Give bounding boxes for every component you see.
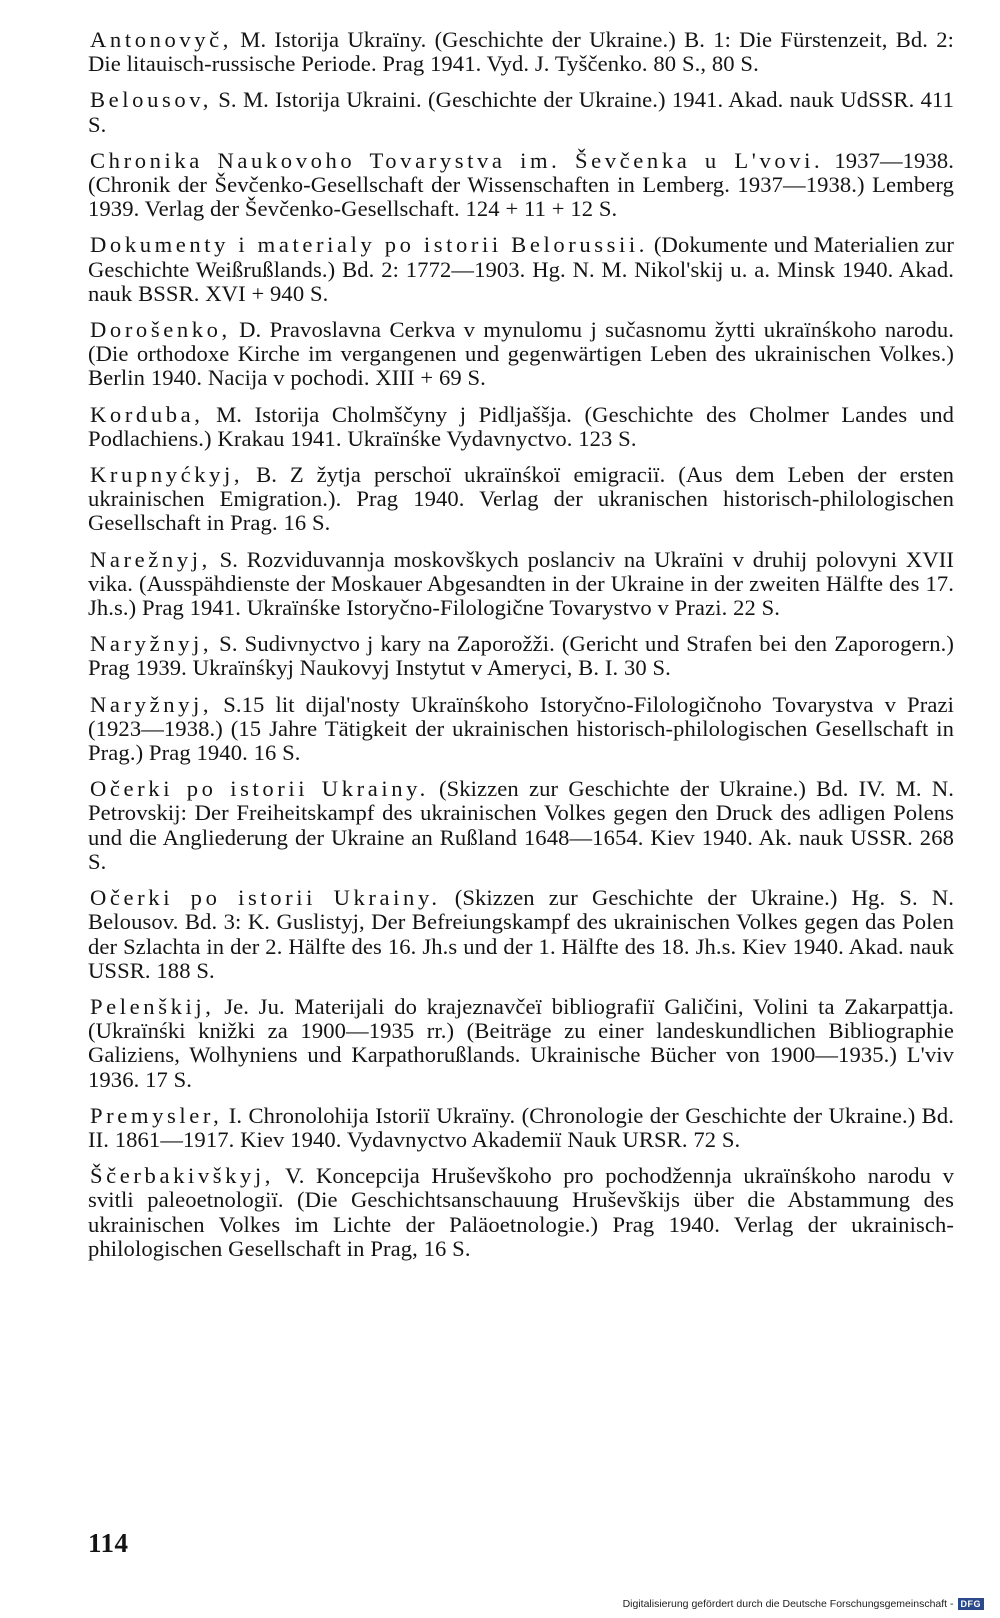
- entry-author: Dokumenty i materialy po istorii Belorussii.: [90, 232, 649, 258]
- bibliography-entry: [88, 1164, 954, 1261]
- bibliography-entry: [88, 463, 954, 536]
- entry-text: M. Istorija Cholmščyny j Pidljaššja. (Geschichte des Cholmer Landes und Podlachiens.) Krakau 1941. Ukraïnśke Vydavnyctvo. 123 S.: [88, 401, 954, 451]
- digitization-credit: [623, 1598, 984, 1610]
- entry-text: I. Chronolohija Istoriï Ukraïny. (Chronologie der Geschichte der Ukraine.) Bd. II. 1861—1917. Kiev 1940. Vydavnyctvo Akademiï Nauk URSR. 72 S.: [88, 1102, 954, 1152]
- dfg-logo: DFG: [958, 1598, 985, 1610]
- bibliography-entry: [88, 149, 954, 222]
- entry-text: (Skizzen zur Geschichte der Ukraine.) Hg. S. N. Belousov. Bd. 3: K. Guslistyj, Der Befreiungskampf des ukrainischen Volkes gegen das Polen der Szlachta in der 2. Hälfte des 16. Jh.s und der 1. Hälfte des 18. Jh.s. Kiev 1940. Akad. nauk USSR. 188 S.: [88, 885, 954, 983]
- entry-author: Naryžnyj,: [90, 631, 213, 657]
- bibliography-entry: [88, 233, 954, 306]
- entry-author: Dorošenko,: [90, 317, 231, 343]
- bibliography-entry: [88, 1104, 954, 1152]
- bibliography-entry: [88, 28, 954, 76]
- entry-text: (Skizzen zur Geschichte der Ukraine.) Bd. IV. M. N. Petrovskij: Der Freiheitskampf des ukrainischen Volkes gegen den Druck des adligen Polens und die Angliederung der Ukraine an Rußland 1648—1654. Kiev 1940. Ak. nauk USSR. 268 S.: [88, 776, 954, 874]
- entry-text: B. Z žytja perschoï ukraïnśkoï emigraciï. (Aus dem Leben der ersten ukrainischen Emigration.). Prag 1940. Verlag der ukranischen historisch-philologischen Gesellschaft in Prag. 16 S.: [88, 462, 954, 536]
- bibliography-page: [88, 28, 954, 1273]
- entry-author: Očerki po istorii Ukrainy.: [90, 776, 429, 802]
- entry-text: S. Sudivnyctvo j kary na Zaporožži. (Gericht und Strafen bei den Zaporogern.) Prag 1939. Ukraïnśkyj Naukovyj Instytut v Ameryci, B. I. 30 S.: [88, 631, 954, 681]
- bibliography-entry: [88, 693, 954, 766]
- entry-text: M. Istorija Ukraïny. (Geschichte der Ukraine.) B. 1: Die Fürstenzeit, Bd. 2: Die litauisch-russische Periode. Prag 1941. Vyd. J. Tyščenko. 80 S., 80 S.: [88, 27, 954, 77]
- entry-text: S. M. Istorija Ukraini. (Geschichte der Ukraine.) 1941. Akad. nauk UdSSR. 411 S.: [88, 87, 954, 137]
- bibliography-entry: [88, 777, 954, 874]
- entry-text: S.15 lit dijal'nosty Ukraïnśkoho Istoryčno-Filologičnoho Tovarystva v Prazi (1923—1938.) (15 Jahre Tätigkeit der ukrainischen historisch-philologischen Gesellschaft in Prag.) Prag 1940. 16 S.: [88, 691, 954, 766]
- entry-author: Narežnyj,: [90, 546, 211, 572]
- footer-text: Digitalisierung gefördert durch die Deutsche Forschungsgemeinschaft -: [622, 1598, 954, 1610]
- page-number: 114: [88, 1528, 129, 1558]
- entry-text: (Dokumente und Materialien zur Geschichte Weißrußlands.) Bd. 2: 1772—1903. Hg. N. M. Nikol'skij u. a. Minsk 1940. Akad. nauk BSSR. XVI + 940 S.: [88, 232, 954, 306]
- bibliography-entry: [88, 632, 954, 680]
- entry-text: S. Rozviduvannja moskovškych poslanciv na Ukraïni v druhij polovyni XVII vika. (Ausspähdienste der Moskauer Abgesandten in der Ukraine in der zweiten Hälfte des 17. Jh.s.) Prag 1941. Ukraïnśke Istoryčno-Filologične Tovarystvo v Prazi. 22 S.: [88, 546, 954, 621]
- entry-author: Ščerbakivškyj,: [90, 1163, 275, 1189]
- bibliography-entry: [88, 318, 954, 391]
- bibliography-entry: [88, 88, 954, 136]
- entry-text: D. Pravoslavna Cerkva v mynulomu j sučasnomu žytti ukraïnśkoho narodu. (Die orthodoxe Kirche im vergangenen und gegenwärtigen Leben des ukrainischen Volkes.) Berlin 1940. Nacija v pochodi. XIII + 69 S.: [88, 317, 954, 391]
- entry-author: Krupnyćkyj,: [90, 462, 244, 488]
- entry-text: V. Koncepcija Hruševškoho pro pochodžennja ukraïnśkoho narodu v svitli paleoetnologiï. (Die Geschichtsanschauung Hruševškijs über die Abstammung des ukrainischen Volkes im Lichte der Paläoetnologie.) Prag 1940. Verlag der ukrainisch-philologischen Gesellschaft in Prag, 16 S.: [88, 1163, 954, 1261]
- entry-text: 1937—1938. (Chronik der Ševčenko-Gesellschaft der Wissenschaften in Lemberg. 1937—1938.) Lemberg 1939. Verlag der Ševčenko-Gesellschaft. 124 + 11 + 12 S.: [88, 147, 954, 222]
- entry-author: Pelenškij,: [90, 993, 215, 1019]
- bibliography-entry: [88, 548, 954, 621]
- entry-author: Očerki po istorii Ukrainy.: [90, 885, 441, 911]
- bibliography-entry: [88, 403, 954, 451]
- entry-text: Je. Ju. Materijali do krajeznavčeï bibliografiï Galičini, Volini ta Zakarpattja. (Ukraïnśki knižki za 1900—1935 rr.) (Beiträge zu einer landeskundlichen Bibliographie Galiziens, Wolhyniens und Karpathorußlands. Ukrainische Bücher von 1900—1935.) L'viv 1936. 17 S.: [88, 993, 954, 1092]
- entry-author: Korduba,: [90, 401, 204, 427]
- bibliography-entry: [88, 886, 954, 983]
- entry-author: Naryžnyj,: [90, 691, 213, 717]
- entry-author: Antonovyč,: [90, 27, 233, 52]
- entry-author: Premysler,: [90, 1102, 223, 1128]
- bibliography-entry: [88, 995, 954, 1092]
- entry-author: Chronika Naukovoho Tovarystva im. Ševčenka u L'vovi.: [90, 147, 824, 173]
- entry-author: Belousov,: [90, 87, 212, 113]
